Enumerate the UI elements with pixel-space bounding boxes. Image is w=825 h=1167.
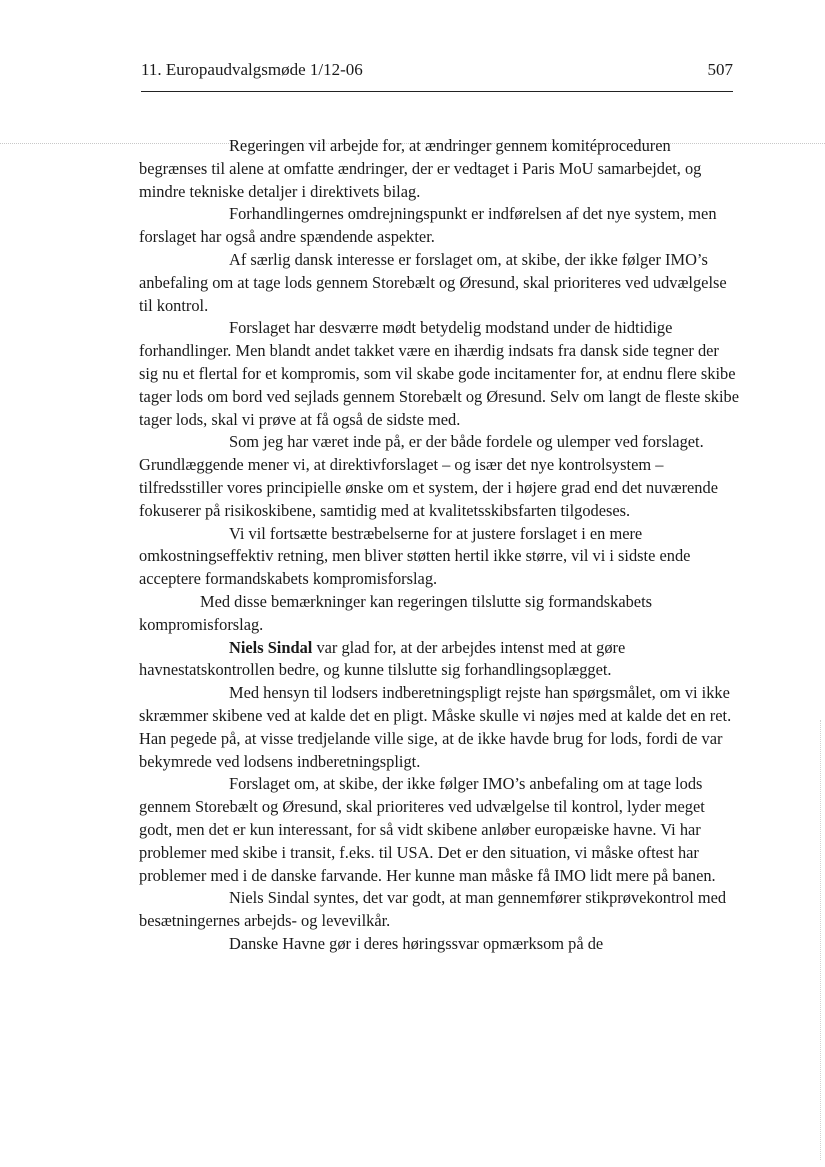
page-number: 507	[707, 60, 733, 79]
paragraph-text: Med hensyn til lodsers indberetningspligt rejste han spørgsmålet, om vi ikke skræmmer skibene ved at kalde det en pligt. Måske skulle vi nøjes med at kalde det en ret. Han pegede på, at visse tredjelande ville sige, at de ikke havde brug for lods, fordi de var bekymrede ved lodsens indberetningspligt.	[139, 683, 732, 771]
paragraph-text: Som jeg har været inde på, er der både fordele og ulemper ved forslaget. Grundlæggende mener vi, at direktivforslaget – og især det nye kontrolsystem – tilfredsstiller vores principielle ønske om et system, der i højere grad end det nuværende fokuserer på risikoskibene, samtidig med at kvalitetsskibsfarten tilgodeses.	[139, 432, 718, 520]
paragraph	[139, 135, 739, 203]
paragraph-text: Forslaget har desværre mødt betydelig modstand under de hidtidige forhandlinger. Men blandt andet takket være en ihærdig indsats fra dansk side tegner der sig nu et flertal for et kompromis, som vil skabe gode incitamenter for, at endnu flere skibe tager lods om bord ved sejlads gennem Storebælt og Øresund. Selv om langt de fleste skibe tager lods, skal vi prøve at få også de sidste med.	[139, 318, 739, 429]
paragraph-text: Vi vil fortsætte bestræbelserne for at justere forslaget i en mere omkostningseffektiv retning, men bliver støtten hertil ikke større, vil vi i sidste ende acceptere formandskabets kompromisforslag.	[139, 523, 691, 589]
speaker-name: Niels Sindal	[229, 637, 313, 657]
header-title: 11. Europaudvalgsmøde 1/12-06	[141, 60, 363, 79]
paragraph	[139, 933, 739, 956]
header-divider	[141, 91, 733, 92]
paragraph-text: var glad for, at der arbejdes intenst med at gøre havnestatskontrollen bedre, og kunne tilslutte sig forhandlingsoplægget.	[139, 637, 626, 680]
document-body	[139, 135, 739, 956]
paragraph	[139, 887, 739, 933]
paragraph	[139, 431, 739, 522]
paragraph	[139, 773, 739, 887]
paragraph	[139, 591, 739, 637]
paragraph	[139, 317, 739, 431]
paragraph	[139, 523, 739, 591]
page-header	[141, 60, 733, 88]
paragraph	[139, 637, 739, 683]
paragraph-text: Af særlig dansk interesse er forslaget om, at skibe, der ikke følger IMO’s anbefaling om at tage lods gennem Storebælt og Øresund, skal prioriteres ved udvælgelse til kontrol.	[139, 249, 727, 315]
paragraph-text: Danske Havne gør i deres høringssvar opmærksom på de	[229, 933, 604, 953]
paragraph	[139, 249, 739, 317]
paragraph-text: Med disse bemærkninger kan regeringen tilslutte sig formandskabets kompromisforslag.	[139, 591, 653, 634]
paragraph-text: Forhandlingernes omdrejningspunkt er indførelsen af det nye system, men forslaget har også andre spændende aspekter.	[139, 204, 717, 247]
paragraph	[139, 203, 739, 249]
paragraph-text: Regeringen vil arbejde for, at ændringer gennem komitéproceduren begrænses til alene at omfatte ændringer, der er vedtaget i Paris MoU samarbejdet, og mindre tekniske detaljer i direktivets bilag.	[139, 136, 702, 201]
scan-edge-artifact	[820, 720, 821, 1160]
paragraph-text: Niels Sindal syntes, det var godt, at man gennemfører stikprøvekontrol med besætningernes arbejds- og levevilkår.	[139, 888, 727, 931]
paragraph	[139, 682, 739, 773]
paragraph-text: Forslaget om, at skibe, der ikke følger IMO’s anbefaling om at tage lods gennem Storebælt og Øresund, skal prioriteres ved udvælgelse til kontrol, lyder meget godt, men det er kun interessant, for så vidt skibene anløber europæiske havne. Vi har problemer med skibe i transit, f.eks. til USA. Det er den situation, vi måske oftest har problemer med i de danske farvande. Her kunne man måske få IMO lidt mere på banen.	[139, 774, 716, 885]
